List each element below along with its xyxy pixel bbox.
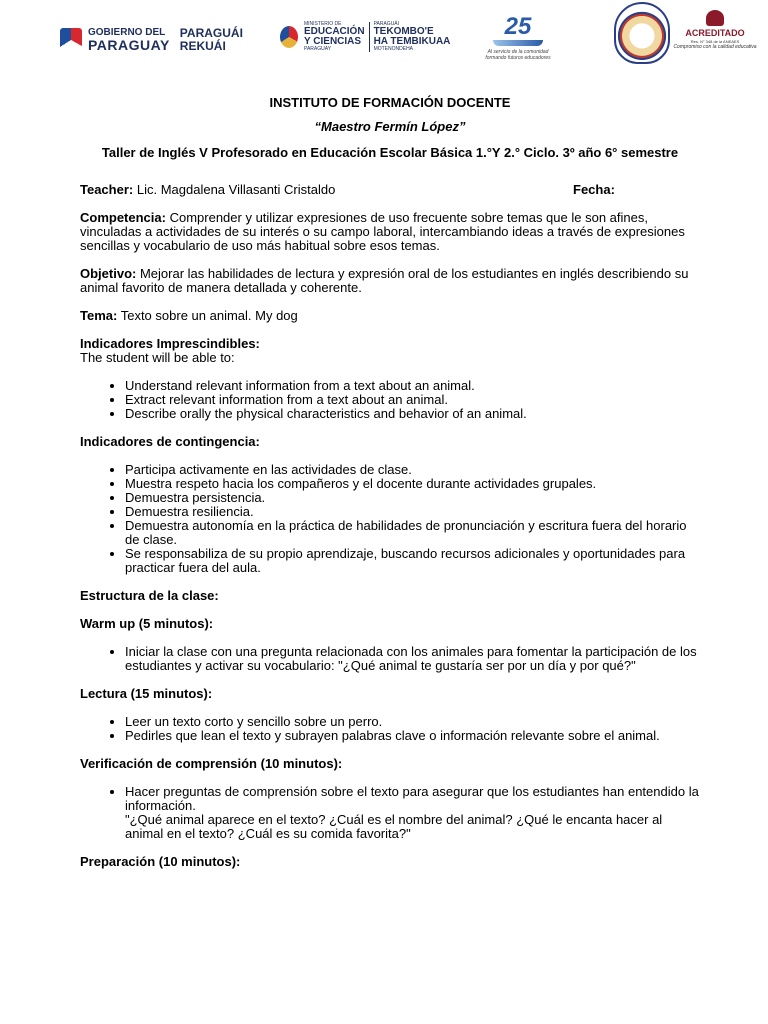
estructura-heading: Estructura de la clase:: [80, 588, 219, 603]
mec-logo: [280, 20, 470, 54]
list-item: • Describe orally the physical characteristics and behavior of an animal.: [125, 407, 700, 421]
teacher-row: [80, 183, 700, 197]
objetivo-label: Objetivo:: [80, 266, 137, 281]
document-body: [80, 92, 700, 869]
anniversary-logo: [482, 14, 554, 64]
list-item: • Participa activamente en las actividades de clase.: [125, 463, 700, 477]
fecha-label: Fecha:: [573, 182, 615, 197]
header-logos: [0, 0, 768, 78]
list-item: • Se responsabiliza de su propio aprendizaje, buscando recursos adicionales y oportunidades para practicar fuera del aula.: [125, 547, 700, 575]
teacher-label: Teacher:: [80, 182, 134, 197]
objetivo-text: Mejorar las habilidades de lectura y expresión oral de los estudiantes en inglés describiendo su animal favorito de manera detallada y coherente.: [80, 266, 689, 295]
list-item: • Muestra respeto hacia los compañeros y el docente durante actividades grupales.: [125, 477, 700, 491]
gobierno-line3: PARAGUÁI: [179, 26, 243, 41]
indicadores-intro: The student will be able to:: [80, 350, 235, 365]
list-item: • Pedirles que lean el texto y subrayen palabras clave o información relevante sobre el animal.: [125, 729, 700, 743]
teacher-value: Lic. Magdalena Villasanti Cristaldo: [136, 182, 336, 197]
list-item: • Understand relevant information from a text about an animal.: [125, 379, 700, 393]
institute-title: INSTITUTO DE FORMACIÓN DOCENTE: [269, 95, 511, 110]
objetivo-paragraph: [80, 267, 700, 295]
competencia-text: Comprender y utilizar expresiones de uso frecuente sobre temas que le son afines, vinculadas a actividades de su interés o su campo laboral, intercambiando ideas a través de expresiones sencillas y vocabulario de uso más habitual sobre esos temas.: [80, 210, 685, 253]
estructura-label: [80, 589, 700, 603]
warmup-label: [80, 617, 700, 631]
acreditado-logo: [672, 10, 758, 62]
mec-line5: PARAGUÁI: [373, 21, 400, 27]
ifd-crest-logo: [614, 2, 674, 66]
institute-name: “Maestro Fermín López”: [314, 119, 466, 134]
indicadores-label: [80, 337, 700, 351]
mec-line7: HA TEMBIKUAA: [373, 36, 451, 47]
list-item: • Demuestra persistencia.: [125, 491, 700, 505]
mec-shield-icon: [280, 26, 298, 48]
paraguay-shield-icon: [60, 28, 82, 52]
mec-guarani-text: [374, 22, 451, 52]
list-item: • Demuestra autonomía en la práctica de habilidades de pronunciación y escritura fuera del horario de clase.: [125, 519, 700, 547]
verificacion-line2: "¿Qué animal aparece en el texto? ¿Cuál es el nombre del animal? ¿Qué le encanta hacer al animal en el texto? ¿Cuál es su comida favorita?": [125, 812, 663, 841]
gobierno-line1: GOBIERNO DEL: [88, 27, 166, 38]
gobierno-guarani-text: [180, 27, 243, 52]
mec-line6: TEKOMBO'E: [373, 26, 434, 37]
competencia-label: Competencia:: [80, 210, 166, 225]
gobierno-text: [88, 28, 170, 52]
lectura-heading: Lectura (15 minutos):: [80, 686, 213, 701]
ifd-crest-icon: [614, 2, 670, 64]
warmup-heading: Warm up (5 minutos):: [80, 616, 214, 631]
lectura-label: [80, 687, 700, 701]
indicadores-list: [80, 379, 700, 421]
acreditado-tagline: Compromiso con la calidad educativa: [673, 44, 757, 50]
list-item: • Extract relevant information from a text about an animal.: [125, 393, 700, 407]
course-title: Taller de Inglés V Profesorado en Educación Escolar Básica 1.°Y 2.° Ciclo. 3º año 6° semestre: [101, 145, 679, 160]
mec-line3: Y CIENCIAS: [304, 36, 362, 47]
preparacion-heading: Preparación (10 minutos):: [80, 854, 241, 869]
gobierno-paraguay-logo: [60, 26, 243, 54]
gobierno-line2: PARAGUAY: [88, 37, 170, 53]
mec-line8: MOTENONDEHA: [373, 46, 414, 52]
acreditado-subtitle: Res. N° 348 de la ANEAES: [690, 39, 740, 44]
preparacion-label: [80, 855, 700, 869]
graduation-cap-icon: [706, 10, 724, 26]
indicadores-heading: Indicadores Imprescindibles:: [80, 336, 260, 351]
tema-paragraph: [80, 309, 700, 323]
acreditado-title: ACREDITADO: [685, 28, 745, 38]
contingencia-list: [80, 463, 700, 575]
mec-line2: EDUCACIÓN: [304, 26, 365, 37]
lectura-list: [80, 715, 700, 743]
verificacion-label: [80, 757, 700, 771]
competencia-paragraph: [80, 211, 700, 253]
list-item: • Iniciar la clase con una pregunta relacionada con los animales para fomentar la participación de los estudiantes y activar su vocabulario: "¿Qué animal te gustaría ser por un día y por qué?": [125, 645, 700, 673]
mec-line1: MINISTERIO DE: [304, 21, 342, 27]
tema-label: Tema:: [80, 308, 118, 323]
verificacion-heading: Verificación de comprensión (10 minutos):: [80, 756, 343, 771]
contingencia-heading: Indicadores de contingencia:: [80, 434, 260, 449]
mec-line4: PARAGUAY: [304, 46, 332, 52]
warmup-list: [80, 645, 700, 673]
list-item: [125, 785, 700, 841]
verificacion-list: [80, 785, 700, 841]
list-item: • Leer un texto corto y sencillo sobre un perro.: [125, 715, 700, 729]
tema-text: Texto sobre un animal. My dog: [120, 308, 298, 323]
contingencia-label: [80, 435, 700, 449]
verificacion-line1: Hacer preguntas de comprensión sobre el texto para asegurar que los estudiantes han entendido la información.: [125, 784, 699, 813]
mec-text: [304, 22, 365, 52]
anniversary-number: 25: [504, 13, 532, 40]
anniversary-swoosh-icon: [493, 40, 543, 46]
anniversary-text: Al servicio de la comunidad formando futuros educadores: [485, 49, 551, 61]
list-item: • Demuestra resiliencia.: [125, 505, 700, 519]
gobierno-line4: REKUÁI: [179, 39, 226, 53]
mec-divider: [369, 22, 370, 52]
